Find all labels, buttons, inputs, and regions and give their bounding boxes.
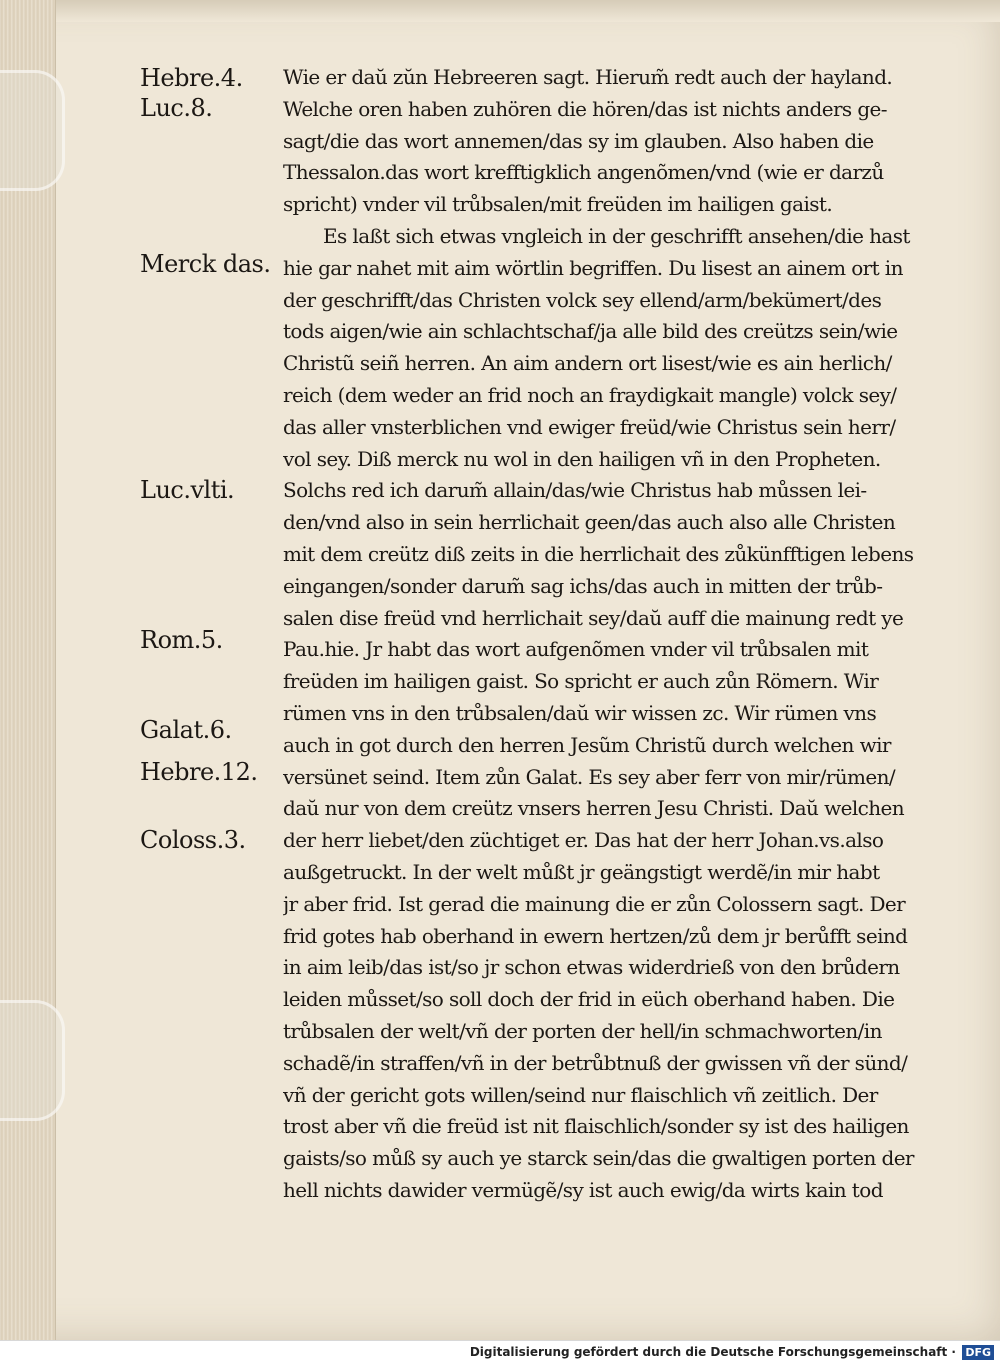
- text-line: der geschrifft/das Christen volck sey ellend/arm/bekümert/des: [283, 287, 882, 312]
- margin-note: Coloss.3.: [140, 826, 246, 854]
- text-line: trůbsalen der welt/vñ der porten der hell/in schmachworten/in: [283, 1018, 882, 1043]
- margin-note: Hebre.4.: [140, 64, 243, 92]
- dfg-logo[interactable]: DFG: [962, 1345, 994, 1360]
- text-line: Thessalon.das wort krefftigklich angenõmen/vnd (wie er darzů: [283, 160, 884, 185]
- text-line: vñ der gericht gots willen/seind nur flaischlich vñ zeitlich. Der: [283, 1082, 878, 1107]
- text-line: Welche oren haben zuhören die hören/das ist nichts anders ge-: [283, 96, 887, 121]
- text-line: jr aber frid. Ist gerad die mainung die er zůn Colossern sagt. Der: [283, 891, 906, 916]
- text-line: schadẽ/in straffen/vñ in der betrůbtnuß der gwissen vñ der sünd/: [283, 1050, 908, 1075]
- text-line: außgetruckt. In der welt můßt jr geängstigt werdẽ/in mir habt: [283, 859, 880, 884]
- text-line: reich (dem weder an frid noch an fraydigkait mangle) volck sey/: [283, 382, 897, 407]
- margin-note: Luc.8.: [140, 94, 213, 122]
- text-line: rümen vns in den trůbsalen/daŭ wir wissen zc. Wir rümen vns: [283, 700, 877, 725]
- text-line: salen dise freüd vnd herrlichait sey/daŭ auff die mainung redt ye: [283, 605, 904, 630]
- text-line: hell nichts dawider vermügẽ/sy ist auch ewig/da wirts kain tod: [283, 1177, 883, 1202]
- text-line: hie gar nahet mit aim wörtlin begriffen. Du lisest an ainem ort in: [283, 255, 903, 280]
- text-line: Solchs red ich darum̃ allain/das/wie Christus hab můssen lei-: [283, 478, 867, 503]
- margin-note: Galat.6.: [140, 716, 232, 744]
- page-clip-bottom: [0, 1000, 65, 1121]
- text-line: daŭ nur von dem creütz vnsers herren Jesu Christi. Daŭ welchen: [283, 796, 905, 821]
- text-line: Christũ seiñ herren. An aim andern ort lisest/wie es ain herlich/: [283, 351, 892, 376]
- margin-note: Rom.5.: [140, 626, 223, 654]
- footer-credit: Digitalisierung gefördert durch die Deutsche Forschungsgemeinschaft ·: [469, 1345, 956, 1359]
- page-fore-edge: [0, 0, 56, 1340]
- margin-note: Hebre.12.: [140, 758, 258, 786]
- page-top-edge: [0, 0, 1000, 22]
- margin-note: Merck das.: [140, 250, 271, 278]
- text-line: leiden můsset/so soll doch der frid in eüch oberhand haben. Die: [283, 987, 895, 1012]
- text-line: gaists/so můß sy auch ye starck sein/das die gwaltigen porten der: [283, 1146, 914, 1171]
- text-line: mit dem creütz diß zeits in die herrlichait des zůkünfftigen lebens: [283, 541, 914, 566]
- text-line: vol sey. Diß merck nu wol in den hailigen vñ in den Propheten.: [283, 446, 881, 471]
- text-line: der herr liebet/den züchtiget er. Das hat der herr Johan.vs.also: [283, 828, 884, 853]
- text-line: Wie er daŭ zŭn Hebreeren sagt. Hierum̃ redt auch der hayland.: [283, 65, 893, 89]
- page-clip-top: [0, 70, 65, 191]
- text-line: Pau.hie. Jr habt das wort aufgenõmen vnder vil trůbsalen mit: [283, 637, 869, 662]
- footer-bar: [0, 1340, 1000, 1364]
- text-line: den/vnd also in sein herrlichait geen/das auch also alle Christen: [283, 510, 896, 535]
- text-line: in aim leib/das ist/so jr schon etwas widerdrieß von den brůdern: [283, 955, 900, 980]
- text-line: trost aber vñ die freüd ist nit flaischlich/sonder sy ist des hailigen: [283, 1114, 909, 1139]
- text-line: auch in got durch den herren Jesũm Christũ durch welchen wir: [283, 732, 891, 757]
- text-line: freüden im hailigen gaist. So spricht er auch zůn Römern. Wir: [283, 669, 879, 694]
- text-line: versünet seind. Item zůn Galat. Es sey aber ferr von mir/rümen/: [283, 764, 896, 789]
- text-line: das aller vnsterblichen vnd ewiger freüd/wie Christus sein herr/: [283, 414, 896, 439]
- text-line: frid gotes hab oberhand in ewern hertzen/zů dem jr berůfft seind: [283, 923, 908, 948]
- text-line: sagt/die das wort annemen/das sy im glauben. Also haben die: [283, 128, 874, 153]
- text-line: Es laßt sich etwas vngleich in der geschrifft ansehen/die hast: [323, 223, 910, 248]
- margin-note: Luc.vlti.: [140, 476, 235, 504]
- text-line: eingangen/sonder darum̃ sag ichs/das auch in mitten der trůb-: [283, 573, 883, 598]
- body-text: [283, 62, 938, 1207]
- text-line: tods aigen/wie ain schlachtschaf/ja alle bild des creützs sein/wie: [283, 319, 898, 344]
- text-line: spricht) vnder vil trůbsalen/mit freüden im hailigen gaist.: [283, 192, 833, 217]
